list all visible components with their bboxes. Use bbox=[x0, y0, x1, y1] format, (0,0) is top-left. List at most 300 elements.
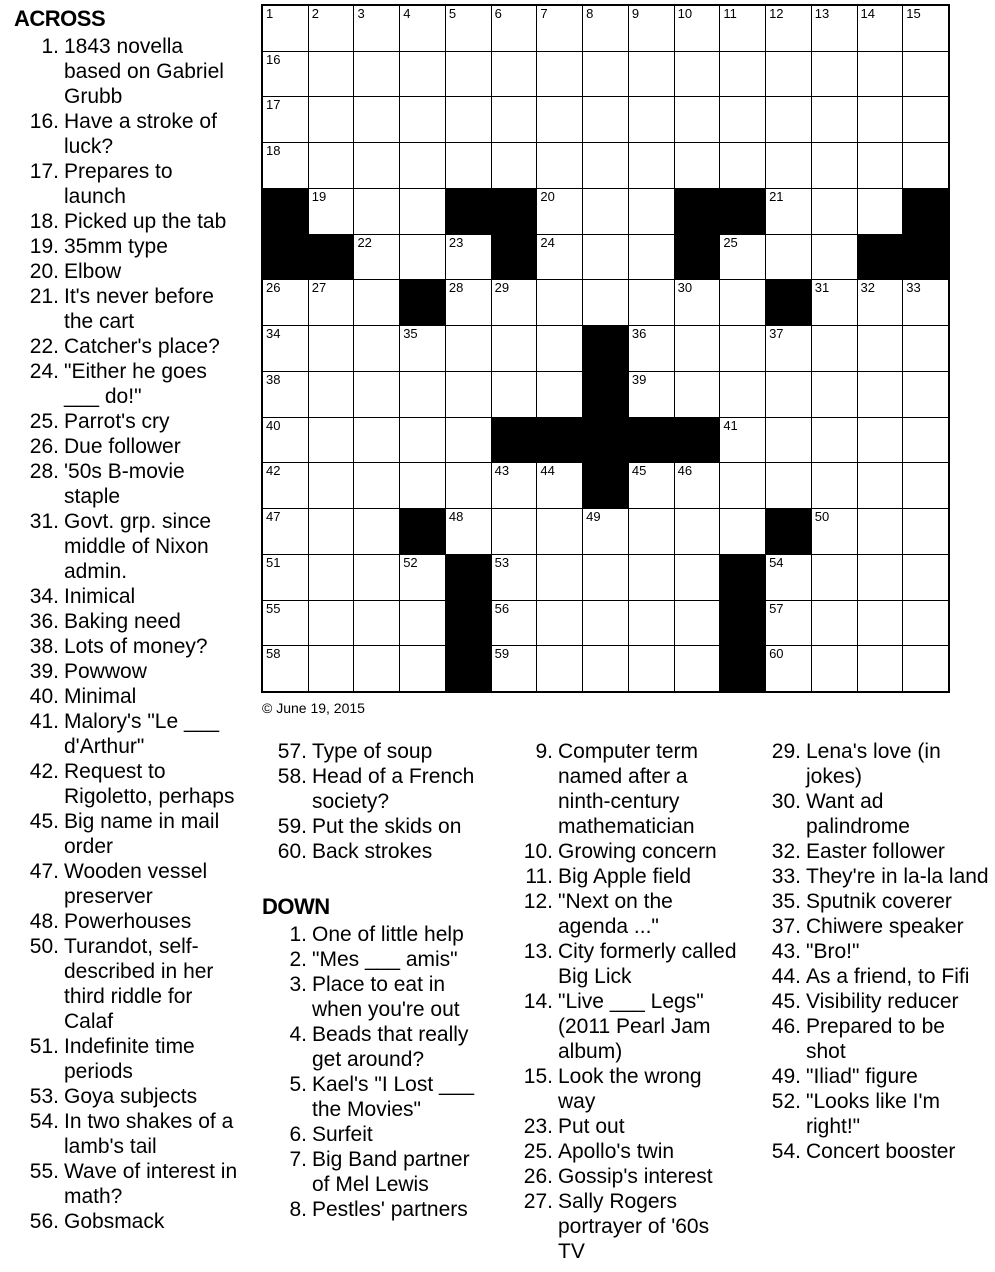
grid-cell[interactable] bbox=[309, 418, 354, 463]
grid-cell[interactable] bbox=[858, 555, 903, 600]
grid-cell[interactable] bbox=[583, 601, 628, 646]
grid-cell[interactable] bbox=[354, 235, 399, 280]
across-clue[interactable] bbox=[26, 1209, 238, 1234]
grid-cell[interactable] bbox=[858, 646, 903, 691]
grid-cell[interactable] bbox=[309, 6, 354, 51]
grid-cell[interactable] bbox=[903, 555, 948, 600]
grid-cell[interactable] bbox=[812, 646, 857, 691]
clue-number: 15. bbox=[523, 1065, 553, 1088]
grid-cell[interactable] bbox=[858, 509, 903, 554]
across-clue[interactable] bbox=[26, 209, 238, 234]
across-clue[interactable] bbox=[26, 859, 238, 909]
clue-text: "Mes ___ amis" bbox=[312, 948, 458, 971]
across-clue[interactable] bbox=[26, 1109, 238, 1159]
clue-number: 57. bbox=[277, 740, 307, 763]
grid-cell[interactable] bbox=[492, 97, 537, 142]
across-clue[interactable] bbox=[26, 334, 238, 359]
grid-cell[interactable] bbox=[583, 509, 628, 554]
grid-cell[interactable] bbox=[720, 326, 765, 371]
grid-cell[interactable] bbox=[400, 555, 445, 600]
grid-cell[interactable] bbox=[629, 235, 674, 280]
across-clue[interactable] bbox=[26, 609, 238, 634]
grid-cell[interactable] bbox=[309, 52, 354, 97]
grid-cell[interactable] bbox=[583, 6, 628, 51]
down-clue[interactable] bbox=[520, 1164, 740, 1189]
across-clue[interactable] bbox=[26, 1084, 238, 1109]
clue-number: 14. bbox=[523, 990, 553, 1013]
grid-cell[interactable] bbox=[446, 97, 491, 142]
grid-cell[interactable] bbox=[675, 143, 720, 188]
clue-text: They're in la-la land bbox=[806, 865, 989, 888]
grid-cell[interactable] bbox=[675, 509, 720, 554]
clue-text: '50s B-movie staple bbox=[64, 460, 185, 508]
grid-cell[interactable] bbox=[537, 52, 582, 97]
grid-cell[interactable] bbox=[263, 97, 308, 142]
grid-cell[interactable] bbox=[720, 143, 765, 188]
grid-cell[interactable] bbox=[720, 6, 765, 51]
across-clue[interactable] bbox=[26, 159, 238, 209]
grid-cell[interactable] bbox=[812, 52, 857, 97]
down-clue[interactable] bbox=[274, 1197, 486, 1222]
grid-cell[interactable] bbox=[629, 509, 674, 554]
cell-number: 52 bbox=[403, 554, 418, 570]
grid-cell[interactable] bbox=[537, 509, 582, 554]
grid-cell[interactable] bbox=[263, 463, 308, 508]
grid-cell[interactable] bbox=[492, 372, 537, 417]
grid-cell[interactable] bbox=[309, 646, 354, 691]
cell-number: 19 bbox=[311, 188, 327, 204]
across-clue[interactable] bbox=[26, 409, 238, 434]
grid-cell[interactable] bbox=[858, 189, 903, 234]
grid-cell[interactable] bbox=[766, 97, 811, 142]
across-clue[interactable] bbox=[26, 259, 238, 284]
grid-cell[interactable] bbox=[629, 646, 674, 691]
grid-cell[interactable] bbox=[492, 280, 537, 325]
grid-cell[interactable] bbox=[263, 418, 308, 463]
grid-cell[interactable] bbox=[537, 601, 582, 646]
grid-cell[interactable] bbox=[309, 463, 354, 508]
grid-cell[interactable] bbox=[903, 326, 948, 371]
grid-cell[interactable] bbox=[858, 372, 903, 417]
grid-cell[interactable] bbox=[903, 280, 948, 325]
grid-cell[interactable] bbox=[354, 418, 399, 463]
grid-cell[interactable] bbox=[400, 372, 445, 417]
down-clue[interactable] bbox=[274, 972, 486, 1022]
across-clue[interactable] bbox=[274, 814, 504, 839]
grid-cell[interactable] bbox=[903, 372, 948, 417]
across-clue[interactable] bbox=[26, 459, 238, 509]
grid-cell[interactable] bbox=[492, 143, 537, 188]
grid-cell[interactable] bbox=[720, 509, 765, 554]
grid-cell[interactable] bbox=[629, 189, 674, 234]
grid-cell[interactable] bbox=[446, 326, 491, 371]
grid-cell[interactable] bbox=[537, 555, 582, 600]
grid-cell[interactable] bbox=[492, 509, 537, 554]
grid-cell[interactable] bbox=[812, 372, 857, 417]
grid-cell[interactable] bbox=[766, 6, 811, 51]
grid-cell[interactable] bbox=[309, 372, 354, 417]
down-clue[interactable] bbox=[768, 789, 990, 839]
clue-text: "Either he goes ___ do!" bbox=[64, 360, 207, 408]
down-clue[interactable] bbox=[768, 889, 990, 914]
grid-cell[interactable] bbox=[812, 143, 857, 188]
grid-cell-black bbox=[446, 555, 491, 600]
clue-text: Powwow bbox=[64, 660, 147, 683]
grid-cell[interactable] bbox=[583, 143, 628, 188]
grid-cell[interactable] bbox=[675, 372, 720, 417]
clue-number: 22. bbox=[29, 335, 59, 358]
grid-cell[interactable] bbox=[400, 463, 445, 508]
cell-number: 21 bbox=[769, 188, 784, 204]
across-clue[interactable] bbox=[274, 764, 504, 814]
grid-cell[interactable] bbox=[537, 189, 582, 234]
grid-cell[interactable] bbox=[400, 143, 445, 188]
grid-cell[interactable] bbox=[629, 6, 674, 51]
down-clue[interactable] bbox=[274, 922, 486, 947]
grid-cell[interactable] bbox=[812, 601, 857, 646]
grid-cell[interactable] bbox=[812, 326, 857, 371]
grid-cell[interactable] bbox=[446, 52, 491, 97]
grid-cell[interactable] bbox=[903, 646, 948, 691]
grid-cell[interactable] bbox=[354, 52, 399, 97]
grid-cell[interactable] bbox=[492, 52, 537, 97]
grid-cell[interactable] bbox=[812, 555, 857, 600]
cell-number: 55 bbox=[266, 600, 281, 616]
across-clue[interactable] bbox=[26, 359, 238, 409]
grid-cell[interactable] bbox=[446, 6, 491, 51]
down-clue[interactable] bbox=[520, 864, 740, 889]
grid-cell[interactable] bbox=[400, 326, 445, 371]
down-clue[interactable] bbox=[520, 939, 740, 989]
grid-cell[interactable] bbox=[720, 52, 765, 97]
across-clue[interactable] bbox=[26, 709, 238, 759]
grid-cell[interactable] bbox=[629, 143, 674, 188]
cell-number: 44 bbox=[540, 463, 555, 479]
grid-cell[interactable] bbox=[492, 326, 537, 371]
grid-cell[interactable] bbox=[720, 463, 765, 508]
grid-cell[interactable] bbox=[766, 372, 811, 417]
cell-number: 23 bbox=[448, 234, 464, 250]
grid-cell[interactable] bbox=[400, 601, 445, 646]
grid-cell[interactable] bbox=[537, 646, 582, 691]
clue-text: City formerly called Big Lick bbox=[558, 940, 737, 988]
clue-text: "Bro!" bbox=[806, 940, 860, 963]
grid-cell[interactable] bbox=[583, 280, 628, 325]
grid-cell[interactable] bbox=[629, 372, 674, 417]
grid-cell[interactable] bbox=[309, 189, 354, 234]
across-clue[interactable] bbox=[26, 34, 238, 109]
down-clue[interactable] bbox=[768, 839, 990, 864]
grid-cell[interactable] bbox=[263, 52, 308, 97]
grid-cell[interactable] bbox=[675, 555, 720, 600]
down-clue[interactable] bbox=[520, 1189, 740, 1264]
grid-cell[interactable] bbox=[583, 235, 628, 280]
grid-cell[interactable] bbox=[766, 555, 811, 600]
grid-cell[interactable] bbox=[263, 509, 308, 554]
grid-cell[interactable] bbox=[400, 97, 445, 142]
grid-cell[interactable] bbox=[492, 463, 537, 508]
grid-cell[interactable] bbox=[400, 52, 445, 97]
grid-cell[interactable] bbox=[583, 555, 628, 600]
clue-text: Apollo's twin bbox=[558, 1140, 675, 1163]
grid-cell[interactable] bbox=[720, 418, 765, 463]
grid-cell[interactable] bbox=[675, 646, 720, 691]
grid-cell[interactable] bbox=[446, 280, 491, 325]
grid-cell[interactable] bbox=[858, 143, 903, 188]
across-clue[interactable] bbox=[26, 234, 238, 259]
grid-cell[interactable] bbox=[675, 97, 720, 142]
grid-cell[interactable] bbox=[766, 189, 811, 234]
across-clue[interactable] bbox=[26, 434, 238, 459]
grid-cell[interactable] bbox=[858, 326, 903, 371]
grid-cell[interactable] bbox=[263, 646, 308, 691]
grid-cell-black bbox=[400, 280, 445, 325]
clue-text: Wave of interest in math? bbox=[64, 1160, 238, 1208]
grid-cell[interactable] bbox=[812, 418, 857, 463]
grid-cell[interactable] bbox=[583, 52, 628, 97]
grid-cell[interactable] bbox=[354, 189, 399, 234]
grid-cell[interactable] bbox=[354, 555, 399, 600]
grid-cell[interactable] bbox=[309, 555, 354, 600]
grid-cell[interactable] bbox=[354, 463, 399, 508]
across-clue[interactable] bbox=[26, 759, 238, 809]
grid-cell[interactable] bbox=[309, 326, 354, 371]
grid-cell[interactable] bbox=[675, 326, 720, 371]
clue-number: 8. bbox=[289, 1198, 307, 1221]
grid-cell[interactable] bbox=[537, 143, 582, 188]
grid-cell[interactable] bbox=[309, 601, 354, 646]
grid-cell[interactable] bbox=[903, 97, 948, 142]
grid-cell[interactable] bbox=[812, 189, 857, 234]
grid-cell[interactable] bbox=[720, 280, 765, 325]
grid-cell[interactable] bbox=[629, 280, 674, 325]
down-clue[interactable] bbox=[520, 889, 740, 939]
grid-cell[interactable] bbox=[583, 646, 628, 691]
grid-cell-black bbox=[446, 189, 491, 234]
across-clue[interactable] bbox=[274, 839, 504, 864]
grid-cell[interactable] bbox=[263, 555, 308, 600]
down-clue[interactable] bbox=[274, 1122, 486, 1147]
clue-number: 45. bbox=[771, 990, 801, 1013]
down-clue[interactable] bbox=[274, 1147, 486, 1197]
grid-cell[interactable] bbox=[400, 6, 445, 51]
cell-number: 20 bbox=[540, 188, 555, 204]
grid-cell[interactable] bbox=[903, 52, 948, 97]
grid-cell[interactable] bbox=[400, 189, 445, 234]
down-clue[interactable] bbox=[274, 1072, 486, 1122]
clue-text: Request to Rigoletto, perhaps bbox=[64, 760, 235, 808]
grid-cell[interactable] bbox=[903, 6, 948, 51]
down-clue[interactable] bbox=[768, 1014, 990, 1064]
grid-cell[interactable] bbox=[766, 52, 811, 97]
grid-cell[interactable] bbox=[446, 463, 491, 508]
grid-cell[interactable] bbox=[400, 646, 445, 691]
grid-cell[interactable] bbox=[858, 601, 903, 646]
grid-cell[interactable] bbox=[354, 509, 399, 554]
down-clue[interactable] bbox=[520, 1114, 740, 1139]
grid-cell[interactable] bbox=[537, 463, 582, 508]
grid-cell[interactable] bbox=[263, 372, 308, 417]
grid-cell[interactable] bbox=[354, 143, 399, 188]
down-clue[interactable] bbox=[768, 914, 990, 939]
across-clue[interactable] bbox=[26, 659, 238, 684]
grid-cell[interactable] bbox=[629, 555, 674, 600]
grid-cell[interactable] bbox=[492, 601, 537, 646]
cell-number: 14 bbox=[860, 6, 875, 21]
grid-cell[interactable] bbox=[492, 555, 537, 600]
down-clue[interactable] bbox=[768, 989, 990, 1014]
grid-cell[interactable] bbox=[400, 235, 445, 280]
grid-cell[interactable] bbox=[766, 646, 811, 691]
grid-cell[interactable] bbox=[354, 6, 399, 51]
crossword-grid[interactable] bbox=[261, 4, 950, 693]
across-clue[interactable] bbox=[26, 809, 238, 859]
grid-cell[interactable] bbox=[537, 280, 582, 325]
grid-cell[interactable] bbox=[583, 189, 628, 234]
across-clue[interactable] bbox=[26, 584, 238, 609]
across-clue[interactable] bbox=[26, 284, 238, 334]
grid-cell[interactable] bbox=[309, 97, 354, 142]
down-clue[interactable] bbox=[520, 739, 740, 839]
grid-cell[interactable] bbox=[903, 143, 948, 188]
grid-cell[interactable] bbox=[812, 235, 857, 280]
down-clue[interactable] bbox=[768, 864, 990, 889]
grid-cell[interactable] bbox=[766, 601, 811, 646]
across-clue[interactable] bbox=[26, 684, 238, 709]
grid-cell[interactable] bbox=[492, 646, 537, 691]
clue-number: 32. bbox=[771, 840, 801, 863]
across-clue[interactable] bbox=[26, 934, 238, 1034]
clue-number: 41. bbox=[29, 710, 59, 733]
grid-cell[interactable] bbox=[766, 326, 811, 371]
grid-cell[interactable] bbox=[766, 143, 811, 188]
grid-cell[interactable] bbox=[675, 463, 720, 508]
grid-cell[interactable] bbox=[263, 326, 308, 371]
down-clue[interactable] bbox=[768, 739, 990, 789]
grid-cell[interactable] bbox=[354, 601, 399, 646]
grid-cell[interactable] bbox=[629, 97, 674, 142]
grid-cell[interactable] bbox=[446, 235, 491, 280]
grid-cell[interactable] bbox=[492, 6, 537, 51]
grid-cell[interactable] bbox=[537, 235, 582, 280]
down-clue[interactable] bbox=[768, 939, 990, 964]
grid-cell[interactable] bbox=[858, 6, 903, 51]
grid-cell[interactable] bbox=[446, 372, 491, 417]
across-clue[interactable] bbox=[26, 509, 238, 584]
grid-cell[interactable] bbox=[263, 280, 308, 325]
grid-cell[interactable] bbox=[354, 97, 399, 142]
grid-cell[interactable] bbox=[263, 143, 308, 188]
down-clue[interactable] bbox=[768, 1089, 990, 1139]
grid-cell[interactable] bbox=[354, 372, 399, 417]
grid-cell[interactable] bbox=[858, 97, 903, 142]
grid-cell[interactable] bbox=[812, 6, 857, 51]
grid-cell[interactable] bbox=[903, 601, 948, 646]
grid-cell[interactable] bbox=[537, 372, 582, 417]
grid-cell[interactable] bbox=[629, 52, 674, 97]
across-clue[interactable] bbox=[26, 634, 238, 659]
grid-cell[interactable] bbox=[903, 509, 948, 554]
grid-cell[interactable] bbox=[675, 6, 720, 51]
grid-cell[interactable] bbox=[675, 52, 720, 97]
grid-cell[interactable] bbox=[446, 509, 491, 554]
down-clue[interactable] bbox=[768, 1139, 990, 1164]
grid-cell[interactable] bbox=[720, 235, 765, 280]
grid-cell[interactable] bbox=[720, 97, 765, 142]
grid-cell[interactable] bbox=[354, 646, 399, 691]
grid-cell[interactable] bbox=[903, 463, 948, 508]
grid-cell[interactable] bbox=[766, 418, 811, 463]
grid-cell[interactable] bbox=[858, 418, 903, 463]
grid-cell[interactable] bbox=[720, 372, 765, 417]
grid-cell[interactable] bbox=[537, 326, 582, 371]
down-clue[interactable] bbox=[768, 1064, 990, 1089]
grid-cell[interactable] bbox=[263, 601, 308, 646]
clue-number: 13. bbox=[523, 940, 553, 963]
grid-cell[interactable] bbox=[675, 280, 720, 325]
clue-text: Place to eat in when you're out bbox=[312, 973, 460, 1021]
across-clue[interactable] bbox=[26, 1159, 238, 1209]
down-clue[interactable] bbox=[520, 1139, 740, 1164]
clue-number: 26. bbox=[523, 1165, 553, 1188]
grid-cell[interactable] bbox=[858, 463, 903, 508]
grid-cell[interactable] bbox=[629, 326, 674, 371]
down-clue[interactable] bbox=[520, 1064, 740, 1114]
grid-cell[interactable] bbox=[400, 418, 445, 463]
clue-text: Elbow bbox=[64, 260, 122, 283]
cell-number: 28 bbox=[448, 280, 464, 296]
grid-cell[interactable] bbox=[537, 6, 582, 51]
grid-cell[interactable] bbox=[446, 418, 491, 463]
grid-cell[interactable] bbox=[812, 97, 857, 142]
grid-cell[interactable] bbox=[766, 463, 811, 508]
cell-number: 38 bbox=[266, 371, 281, 387]
down-clue[interactable] bbox=[274, 947, 486, 972]
grid-cell[interactable] bbox=[263, 6, 308, 51]
grid-cell-black bbox=[766, 509, 811, 554]
grid-cell[interactable] bbox=[858, 52, 903, 97]
grid-cell[interactable] bbox=[629, 601, 674, 646]
grid-cell[interactable] bbox=[812, 509, 857, 554]
down-clue[interactable] bbox=[768, 964, 990, 989]
clue-number: 1. bbox=[289, 923, 307, 946]
grid-cell[interactable] bbox=[812, 280, 857, 325]
grid-cell[interactable] bbox=[812, 463, 857, 508]
grid-cell[interactable] bbox=[675, 601, 720, 646]
grid-cell[interactable] bbox=[309, 280, 354, 325]
grid-cell[interactable] bbox=[766, 235, 811, 280]
across-clue[interactable] bbox=[26, 109, 238, 159]
grid-cell[interactable] bbox=[858, 280, 903, 325]
grid-cell[interactable] bbox=[629, 463, 674, 508]
grid-cell[interactable] bbox=[903, 418, 948, 463]
grid-cell[interactable] bbox=[354, 280, 399, 325]
clue-text: 35mm type bbox=[64, 235, 168, 258]
grid-cell[interactable] bbox=[583, 97, 628, 142]
grid-cell[interactable] bbox=[309, 509, 354, 554]
grid-cell[interactable] bbox=[446, 143, 491, 188]
across-clue[interactable] bbox=[26, 909, 238, 934]
across-clue[interactable] bbox=[26, 1034, 238, 1084]
grid-cell[interactable] bbox=[537, 97, 582, 142]
grid-cell[interactable] bbox=[354, 326, 399, 371]
down-clue[interactable] bbox=[274, 1022, 486, 1072]
clue-text: Prepared to be shot bbox=[806, 1015, 945, 1063]
down-clue[interactable] bbox=[520, 989, 740, 1064]
grid-cell[interactable] bbox=[309, 143, 354, 188]
down-clue[interactable] bbox=[520, 839, 740, 864]
across-clue[interactable] bbox=[274, 739, 504, 764]
